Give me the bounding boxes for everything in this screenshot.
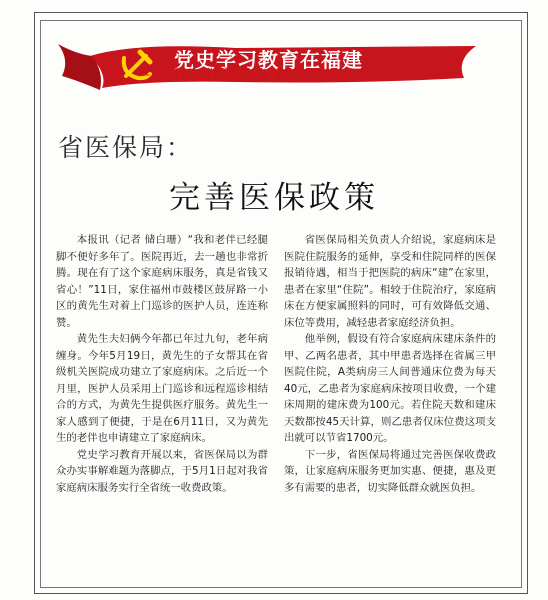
article-column-right: [284, 232, 496, 496]
article-headline: 完善医保政策: [169, 180, 379, 216]
article-kicker: 省医保局：: [58, 133, 194, 162]
paragraph: 黄先生夫妇俩今年都已年过九旬，老年病缠身。今年5月19日，黄先生的子女帮其在省级机关医院成功建立了家庭病床。之后近一个月里，医护人员采用上门巡诊和远程巡诊相结合的方式，为黄先生提供医疗服务。黄先生一家人感到了便捷，于是在6月11日，又为黄先生的老伴也申请建立了家庭病床。: [56, 333, 268, 444]
paragraph: 本报讯（记者 储白珊）“我和老伴已经腿脚不便好多年了。医院再近，去一趟也非常折腾。现在有了这个家庭病床服务，真是省钱又省心！”11日，家住福州市鼓楼区鼓屏路一小区的黄先生对着上门巡诊的医护人员，连连称赞。: [56, 234, 268, 329]
banner-title: 党史学习教育在福建: [174, 48, 363, 72]
paragraph: 党史学习教育开展以来，省医保局以为群众办实事解难题为落脚点，于5月1日起对我省家庭病床服务实行全省统一收费政策。: [56, 448, 268, 494]
paragraph: 他举例，假设有符合家庭病床建床条件的甲、乙两名患者，其中甲患者选择在省属三甲医院住院，A类病房三人间普通床位费为每天40元，乙患者为家庭病床按项目收费，一个建床周期的建床费为100元。若住院天数和建床天数都按45天计算，则乙患者仅床位费这项支出就可以节省1700元。: [284, 333, 496, 444]
paragraph: 下一步，省医保局将通过完善医保收费政策，让家庭病床服务更加实惠、便捷，惠及更多有需要的患者，切实降低群众就医负担。: [284, 448, 496, 494]
banner-subtitle: ——我为群众办实事: [136, 67, 280, 83]
paragraph: 省医保局相关负责人介绍说，家庭病床是医院住院服务的延伸，享受和住院同样的医保报销待遇，相当于把医院的病床“建”在家里，患者在家里“住院”。相较于住院治疗，家庭病床在方便家属照料的同时，可有效降低交通、床位等费用，减轻患者家庭经济负担。: [284, 234, 496, 329]
article-column-left: [56, 232, 268, 496]
